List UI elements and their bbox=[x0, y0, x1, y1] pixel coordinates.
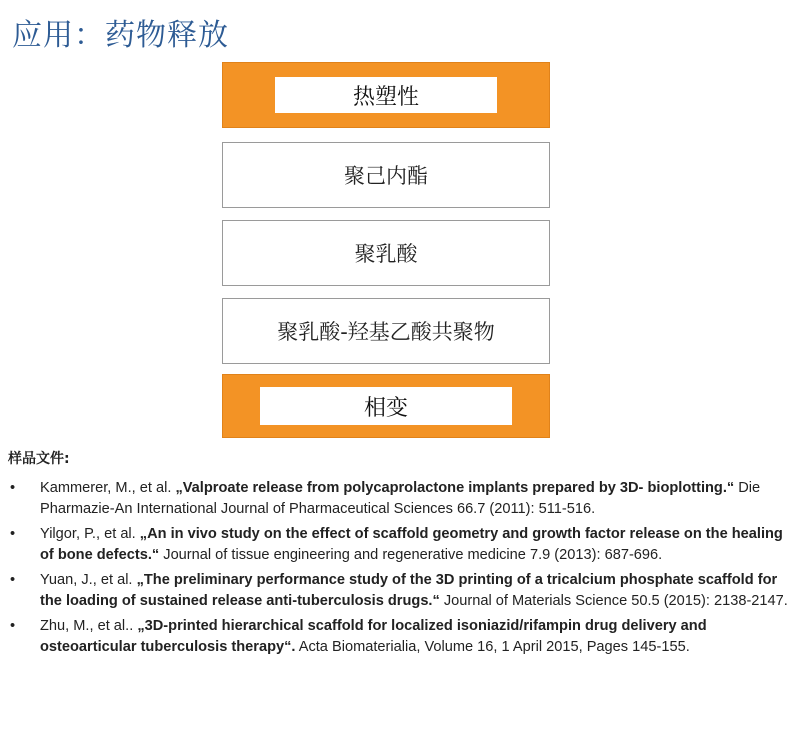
box-plga bbox=[222, 298, 550, 364]
reference-title: „3D-printed hierarchical scaffold for localized isoniazid/rifampin drug delivery and osteoarticular tuberculosis therapy“. bbox=[40, 618, 707, 655]
reference-item bbox=[8, 616, 792, 658]
bullet: • bbox=[10, 618, 16, 634]
reference-list bbox=[8, 478, 792, 662]
reference-item bbox=[8, 478, 792, 520]
reference-source: Die Pharmazie-An International Journal of Pharmaceutical Sciences 66.7 (2011): 511-516. bbox=[40, 480, 761, 517]
reference-title: „An in vivo study on the effect of scaffold geometry and growth factor release on the healing of bone defects.“ bbox=[40, 526, 783, 563]
box-phase-change bbox=[222, 374, 550, 438]
reference-title: „Valproate release from polycaprolactone implants prepared by 3D- bioplotting.“ bbox=[175, 480, 735, 496]
page-title: 应用：药物释放 bbox=[12, 18, 229, 53]
samples-label: 样品文件: bbox=[8, 451, 70, 467]
reference-source: Journal of Materials Science 50.5 (2015): 2138-2147. bbox=[443, 593, 788, 609]
reference-item bbox=[8, 524, 792, 566]
box-pcl bbox=[222, 142, 550, 208]
box-plga-label: 聚乳酸-羟基乙酸共聚物 bbox=[277, 320, 495, 344]
bullet: • bbox=[10, 572, 16, 588]
box-thermoplastic-label: 热塑性 bbox=[275, 77, 497, 113]
reference-authors: Zhu, M., et al.. bbox=[40, 618, 134, 634]
reference-authors: Yuan, J., et al. bbox=[40, 572, 133, 588]
box-thermoplastic bbox=[222, 62, 550, 128]
box-phase-change-label: 相变 bbox=[260, 387, 512, 425]
reference-source: Journal of tissue engineering and regenerative medicine 7.9 (2013): 687-696. bbox=[163, 547, 663, 563]
reference-item bbox=[8, 570, 792, 612]
box-pcl-label: 聚己内酯 bbox=[344, 164, 428, 188]
bullet: • bbox=[10, 526, 16, 542]
reference-authors: Yilgor, P., et al. bbox=[40, 526, 136, 542]
box-pla-label: 聚乳酸 bbox=[354, 242, 418, 266]
box-pla bbox=[222, 220, 550, 286]
reference-authors: Kammerer, M., et al. bbox=[40, 480, 172, 496]
reference-source: Acta Biomaterialia, Volume 16, 1 April 2015, Pages 145-155. bbox=[298, 639, 690, 655]
reference-title: „The preliminary performance study of the 3D printing of a tricalcium phosphate scaffold for the loading of sustained release anti-tuberculosis drugs.“ bbox=[40, 572, 778, 609]
bullet: • bbox=[10, 480, 16, 496]
